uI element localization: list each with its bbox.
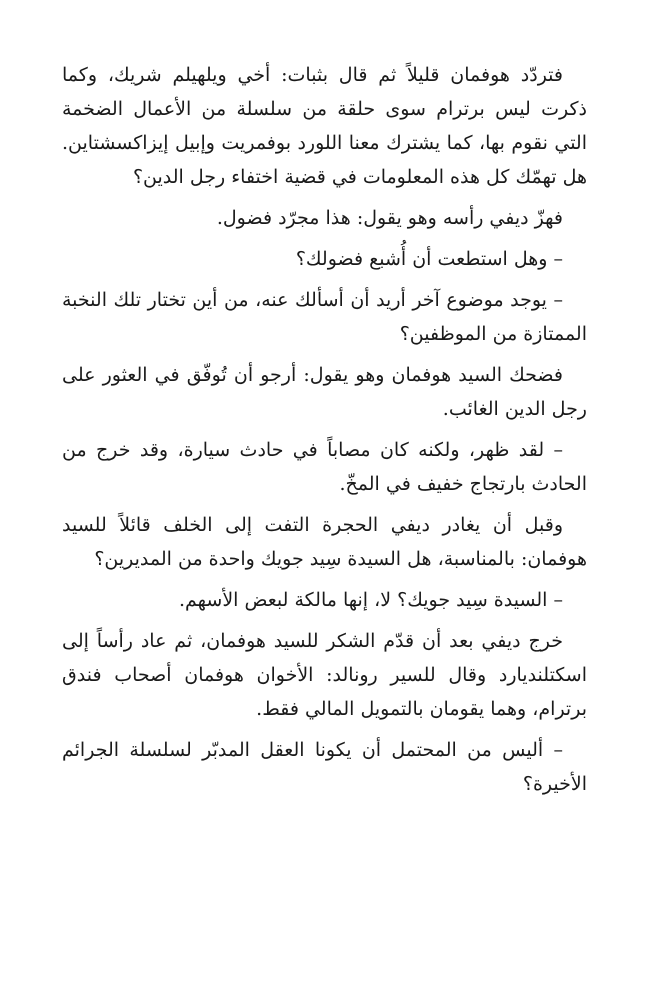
paragraph: خرج ديفي بعد أن قدّم الشكر للسيد هوفمان، ثم عاد رأساً إلى اسكتلنديارد وقال للسير رونالد: الأخوان هوفمان أصحاب فندق برترام، وهما يقومان بالتمويل المالي فقط. <box>62 630 587 720</box>
dialogue-line: – السيدة سِيد جويك؟ لا، إنها مالكة لبعض الأسهم. <box>178 589 563 611</box>
paragraph: وقبل أن يغادر ديفي الحجرة التفت إلى الخلف قائلاً للسيد هوفمان: بالمناسبة، هل السيدة سِيد جويك واحدة من المديرين؟ <box>62 514 587 570</box>
paragraph: فضحك السيد هوفمان وهو يقول: أرجو أن تُوفّق في العثور على رجل الدين الغائب. <box>62 364 587 420</box>
dialogue-line: – يوجد موضوع آخر أريد أن أسألك عنه، من أين تختار تلك النخبة الممتازة من الموظفين؟ <box>62 289 587 345</box>
dialogue-line: – أليس من المحتمل أن يكونا العقل المدبّر لسلسلة الجرائم الأخيرة؟ <box>62 739 587 795</box>
book-page <box>62 58 587 808</box>
dialogue-line: – وهل استطعت أن أُشبع فضولك؟ <box>295 248 563 270</box>
dialogue-line: – لقد ظهر، ولكنه كان مصاباً في حادث سيارة، وقد خرج من الحادث بارتجاج خفيف في المخّ. <box>62 439 587 495</box>
paragraph: فهزّ ديفي رأسه وهو يقول: هذا مجرّد فضول. <box>216 207 563 229</box>
paragraph: فتردّد هوفمان قليلاً ثم قال بثبات: أخي ويلهيلم شريك، وكما ذكرت ليس برترام سوى حلقة من سلسلة من الأعمال الضخمة التي نقوم بها، كما يشترك معنا اللورد بوفمريت وإبيل إيزاكسشتاين. هل تهمّك كل هذه المعلومات في قضية اختفاء رجل الدين؟ <box>62 64 587 188</box>
